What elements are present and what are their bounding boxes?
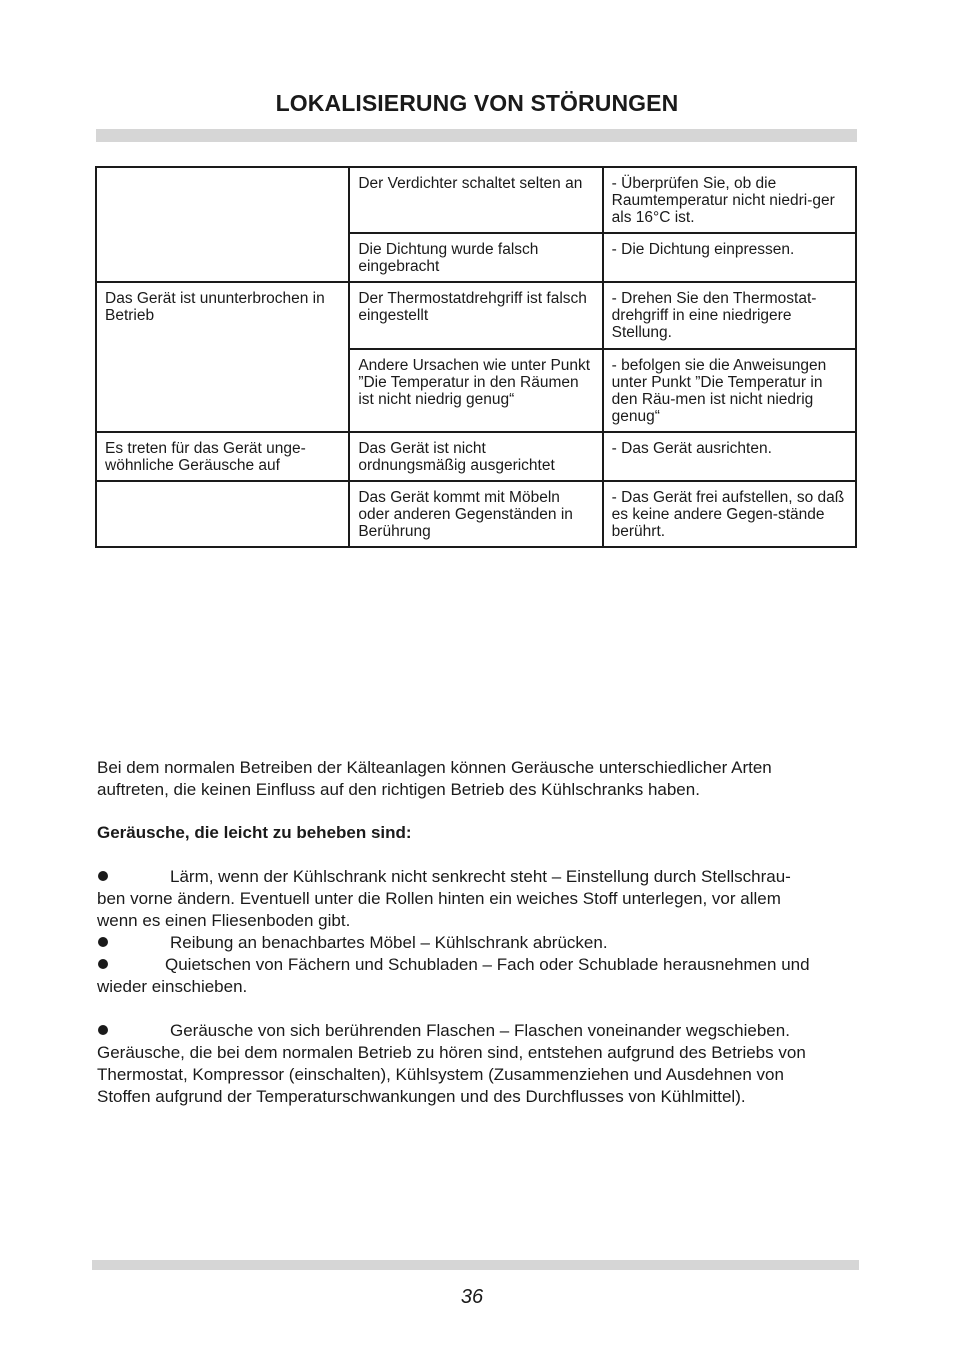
bottom-divider [92,1260,859,1270]
bullet-icon [98,1025,108,1035]
table-cell-remedy: - Die Dichtung einpressen. [603,233,856,282]
list-item [97,932,859,954]
text-line: wieder einschieben. [97,977,248,996]
list-item-text: Quietschen von Fächern und Schubladen – Fach oder Schublade herausnehmen und [165,955,810,974]
table-row [96,481,856,547]
table-cell-problem: Das Gerät ist ununterbrochen in Betrieb [96,282,349,432]
top-divider [96,129,857,142]
text-line: Bei dem normalen Betreiben der Kälteanlagen können Geräusche unterschiedlicher Arten [97,758,772,777]
table-row [96,432,856,481]
table-cell-problem: Es treten für das Gerät unge-wöhnliche Geräusche auf [96,432,349,481]
list-item [97,1020,859,1042]
table-cell-cause: Das Gerät ist nicht ordnungsmäßig ausgerichtet [349,432,602,481]
table-cell-remedy: - Drehen Sie den Thermostat-drehgriff in eine niedrigere Stellung. [603,282,856,349]
table-cell-remedy: - Überprüfen Sie, ob die Raumtemperatur nicht niedri-ger als 16°C ist. [603,167,856,233]
text-line: auftreten, die keinen Einfluss auf den richtigen Betrieb des Kühlschranks haben. [97,780,700,799]
bullet-icon [98,937,108,947]
table-cell-remedy: - befolgen sie die Anweisungen unter Punkt ”Die Temperatur in den Räu-men ist nicht niedrig genug“ [603,349,856,432]
table-cell-cause: Andere Ursachen wie unter Punkt ”Die Temperatur in den Räumen ist nicht niedrig genug“ [349,349,602,432]
table-cell-cause: Der Verdichter schaltet selten an [349,167,602,233]
table-cell-cause: Das Gerät kommt mit Möbeln oder anderen Gegenständen in Berührung [349,481,602,547]
table-cell-remedy: - Das Gerät frei aufstellen, so daß es keine andere Gegen-stände berührt. [603,481,856,547]
table-cell-cause: Der Thermostatdrehgriff ist falsch eingestellt [349,282,602,349]
text-line: ben vorne ändern. Eventuell unter die Rollen hinten ein weiches Stoff unterlegen, vor allem [97,889,781,908]
troubleshooting-table [95,166,857,548]
list-item [97,954,859,976]
text-line: Geräusche, die bei dem normalen Betrieb zu hören sind, entstehen aufgrund des Betriebs von [97,1043,806,1062]
table-cell-remedy: - Das Gerät ausrichten. [603,432,856,481]
table-cell-problem [96,167,349,282]
table-row [96,282,856,349]
section-subheading: Geräusche, die leicht zu beheben sind: [97,823,412,842]
list-item-text: Reibung an benachbartes Möbel – Kühlschrank abrücken. [170,933,608,952]
table-cell-cause: Die Dichtung wurde falsch eingebracht [349,233,602,282]
page-title: LOKALISIERUNG VON STÖRUNGEN [275,90,679,116]
list-item-text: Geräusche von sich berührenden Flaschen – Flaschen voneinander wegschieben. [170,1021,790,1040]
page-number: 36 [460,1286,484,1308]
text-line: wenn es einen Fliesenboden gibt. [97,911,351,930]
text-line: Stoffen aufgrund der Temperaturschwankungen und des Durchflusses von Kühlmittel). [97,1087,746,1106]
noise-bullet-list [97,866,859,1108]
table-row [96,167,856,233]
table-cell-problem [96,481,349,547]
list-item [97,866,859,888]
bullet-icon [98,959,108,969]
list-item-text: Lärm, wenn der Kühlschrank nicht senkrecht steht – Einstellung durch Stellschrau- [170,867,791,886]
text-line: Thermostat, Kompressor (einschalten), Kühlsystem (Zusammenziehen und Ausdehnen von [97,1065,784,1084]
intro-paragraph [97,757,859,801]
bullet-icon [98,871,108,881]
